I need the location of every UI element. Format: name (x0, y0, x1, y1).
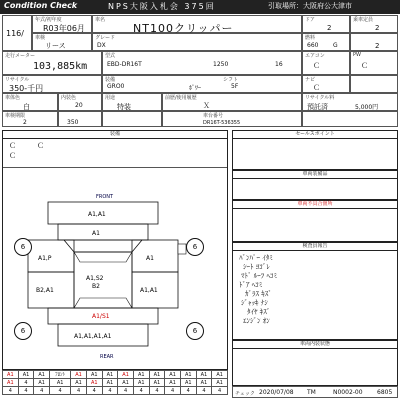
inspector-note: ｼｰﾄ ﾖｺﾞﾚ (243, 263, 270, 271)
inspector-note: ｶﾞﾗｽ ｷｽﾞ (245, 290, 272, 298)
options-label: 装備 (105, 77, 116, 83)
color-value: 白 (23, 103, 30, 111)
table-cell: 4 (212, 387, 228, 395)
check-date: 2020/07/08 (259, 389, 294, 396)
inspector-note: ﾄﾞｱ ﾍｺﾐ (239, 281, 263, 289)
model-value: EBD-DR16T (107, 61, 142, 68)
roof-front (74, 252, 132, 262)
table-cell: 4 (71, 387, 87, 395)
table-cell: 4 (18, 379, 34, 387)
history-label: 前歴/使用履歴 (165, 95, 197, 101)
count-label: 車検期限 (5, 113, 26, 119)
purpose-value: 特装 (117, 103, 131, 111)
size-value: 350 (67, 119, 79, 126)
defects-section (232, 200, 398, 242)
car-name-value: NT100クリッパー (133, 22, 234, 35)
recycle-fee-label: リサイクル料 (305, 95, 335, 101)
aircon-cell (302, 51, 350, 75)
displacement-cell (302, 33, 350, 51)
sales-point-title: セールスポイント (233, 131, 397, 139)
header-bar (0, 0, 400, 14)
table-cell: A1 (102, 379, 118, 387)
table-cell: 4 (165, 387, 181, 395)
inspector-note: ﾏﾄﾞ ﾙｰﾌ ﾍｺﾐ (241, 272, 277, 280)
doors-label: ドア (305, 17, 315, 23)
options-value: GRO0 (107, 83, 125, 90)
table-row (3, 371, 228, 379)
displacement-value: 660 (307, 42, 319, 49)
table-cell: 4 (50, 387, 71, 395)
table-cell: A1 (18, 371, 34, 379)
mileage-value: 103,885km (33, 61, 88, 72)
inspector-note: ﾊﾞﾝﾊﾟｰ ｲﾀﾐ (239, 254, 273, 262)
count-cell (2, 111, 58, 127)
table-cell: 4 (102, 387, 118, 395)
fuel-value: G (333, 42, 338, 49)
mileage-cell (2, 51, 102, 75)
blank-cell-r6 (102, 111, 162, 127)
recycle-fee-cell (302, 93, 398, 111)
nav-label: ナビ (305, 77, 316, 83)
sales-point-section (232, 130, 398, 170)
table-cell: 4 (149, 387, 165, 395)
table-cell: A1 (133, 371, 149, 379)
mark-front-bumper: A1,A1 (88, 211, 106, 218)
table-cell: A1 (102, 371, 118, 379)
aircon-label: エアコン (305, 53, 325, 59)
table-row (3, 379, 228, 387)
table-cell: A1 (118, 371, 134, 379)
pw-label: PW (353, 52, 361, 58)
table-cell: 4 (18, 387, 34, 395)
shift-value: 5F (231, 83, 239, 90)
table-cell: 4 (34, 387, 50, 395)
load-value: 16 (275, 61, 283, 68)
table-cell: A1 (133, 379, 149, 387)
inner-color-label: 内装色 (61, 95, 77, 101)
table-cell: A1 (34, 371, 50, 379)
condition-check-title: Condition Check (4, 1, 78, 10)
tire-front-right: 6 (186, 238, 204, 256)
shaken-value: リース (45, 42, 66, 50)
table-cell: 4 (118, 387, 134, 395)
recycle-fee-price: 5,000円 (355, 104, 379, 111)
mark-roof-2: B2 (92, 283, 100, 290)
drive-value: ﾎﾟﾜｰ (189, 85, 202, 92)
purpose-label: 用途 (105, 95, 116, 101)
blank-cell-r4 (350, 75, 398, 93)
lot-cell (2, 15, 32, 51)
table-cell: A1 (118, 379, 134, 387)
check-label: チェック (235, 391, 255, 397)
model-label: 型式 (105, 53, 116, 59)
front-label: FRONT (96, 194, 114, 200)
history-value: Ｘ (203, 102, 210, 110)
mark-right-door: A1 (146, 255, 154, 262)
table-cell: 4 (196, 387, 212, 395)
table-cell: A1 (71, 379, 87, 387)
year-label: 年式/初年度 (35, 17, 62, 23)
table-cell: 4 (3, 387, 19, 395)
table-row (3, 387, 228, 395)
weight-value: 1250 (213, 61, 229, 68)
table-cell: A1 (180, 371, 196, 379)
car-name-cell (92, 15, 302, 33)
check-1: Ｃ (9, 142, 16, 150)
year-value: R03年06月 (43, 24, 85, 33)
mark-roof: A1,S2 (86, 275, 104, 282)
table-cell: A1 (86, 379, 102, 387)
table-cell: A1 (212, 379, 228, 387)
purpose-cell (102, 93, 162, 111)
mark-left-rear: B2,A1 (36, 287, 54, 294)
roof-rear (74, 298, 132, 308)
nav-cell (302, 75, 350, 93)
table-cell: 4 (180, 387, 196, 395)
inspector-note: ｴﾝｼﾞﾝ ｵﾝ (243, 317, 270, 325)
pw-cell (350, 51, 398, 75)
right-mirror (178, 244, 186, 254)
grade-label: グレード (95, 35, 116, 41)
table-cell: ﾌﾛﾝﾄ (50, 371, 71, 379)
chassis-cell (162, 111, 302, 127)
table-cell: A1 (196, 371, 212, 379)
mark-hood: A1 (92, 230, 100, 237)
lot-number: 116/ (6, 29, 24, 38)
table-cell: A1 (165, 371, 181, 379)
recycle-label: リサイクル (5, 77, 30, 83)
table-cell: A1 (165, 379, 181, 387)
windshield (64, 240, 142, 252)
recycle-value: 350-千円 (9, 84, 44, 93)
inspector-note: ﾀｲﾔ ｷｽﾞ (247, 308, 271, 316)
equipment-title: 装備 (3, 131, 227, 139)
table-cell: A1 (212, 371, 228, 379)
table-cell: A1 (50, 379, 71, 387)
nav-value: Ｃ (313, 84, 320, 92)
color-label: 車体色 (5, 95, 21, 101)
doors-cell (302, 15, 350, 33)
fuel-label: 燃料 (305, 35, 316, 41)
table-cell: A1 (3, 379, 19, 387)
count-value: 2 (23, 119, 27, 126)
size-cell (58, 111, 102, 127)
table-cell: A1 (71, 371, 87, 379)
table-cell: A1 (149, 371, 165, 379)
aircon-value: Ｃ (313, 62, 320, 70)
recycle-fee-status: 預託済 (307, 103, 328, 111)
seats-value: 2 (375, 24, 380, 32)
check-3: Ｃ (9, 152, 16, 160)
tire-front-left: 6 (14, 238, 32, 256)
seat-count-value: 2 (375, 42, 380, 50)
interior-condition-section (232, 340, 398, 386)
auction-title: NPS大阪入札会 375回 (108, 2, 216, 11)
color-cell (2, 93, 58, 111)
right-door (132, 240, 178, 272)
shift-label: シフト (223, 77, 239, 83)
seat-count-cell (350, 33, 398, 51)
seats-label: 乗車定員 (353, 17, 374, 23)
table-cell: 4 (86, 387, 102, 395)
doors-value: 2 (327, 24, 332, 32)
venue-text: 引取場所：大阪府公大津市 (268, 2, 352, 10)
mark-rear-bumper: A1,A1,A1,A1 (74, 333, 112, 340)
form-number: 6805 (377, 389, 393, 396)
inspector-report-section (232, 242, 398, 340)
mark-left-door: A1,P (38, 255, 52, 262)
inspector-report-title: 検査員報告 (233, 243, 397, 251)
interior-condition-title: 車両内装状態 (233, 341, 397, 349)
table-cell: A1 (196, 379, 212, 387)
grade-cell (92, 33, 302, 51)
tire-rear-right: 6 (186, 322, 204, 340)
footer-bar (232, 386, 398, 398)
defects-title: 車両不具合箇所 (233, 201, 397, 209)
divider (3, 167, 227, 168)
inspector-note: ｼﾞｬｯｷ ﾅｼ (241, 299, 268, 307)
mark-right-rear: A1,A1 (140, 287, 158, 294)
grade-value: DX (97, 42, 106, 49)
table-cell: A1 (3, 371, 19, 379)
inner-color-cell (58, 93, 102, 111)
equipment-section-title: 車両装備品 (233, 171, 397, 179)
form-code: N0002-00 (333, 389, 363, 396)
year-cell (32, 15, 92, 33)
equipment-section (232, 170, 398, 200)
history-cell (162, 93, 302, 111)
model-cell (102, 51, 302, 75)
table-cell: A1 (149, 379, 165, 387)
options-cell (102, 75, 302, 93)
table-cell: A1 (34, 379, 50, 387)
blank-cell-r6b (302, 111, 398, 127)
parts-table (2, 370, 228, 395)
inspector-initials: TM (307, 389, 316, 396)
table-cell: A1 (86, 371, 102, 379)
inner-color-value: 20 (75, 102, 83, 109)
tire-rear-left: 6 (14, 322, 32, 340)
pw-value: Ｃ (361, 62, 368, 70)
check-2: Ｃ (37, 142, 44, 150)
shaken-cell (32, 33, 92, 51)
chassis-value: DR16T-536355 (203, 120, 241, 126)
hood (58, 224, 148, 240)
table-cell: A1 (180, 379, 196, 387)
chassis-label: 車台番号 (203, 113, 224, 119)
shaken-label: 車検 (35, 35, 46, 41)
rear-label: REAR (100, 354, 114, 360)
seats-cell (350, 15, 398, 33)
car-name-label: 車名 (95, 17, 106, 23)
recycle-cell (2, 75, 102, 93)
table-cell: 4 (133, 387, 149, 395)
mileage-label: 走行メーター (5, 53, 36, 59)
mark-rear-red: A1/S1 (92, 313, 110, 320)
